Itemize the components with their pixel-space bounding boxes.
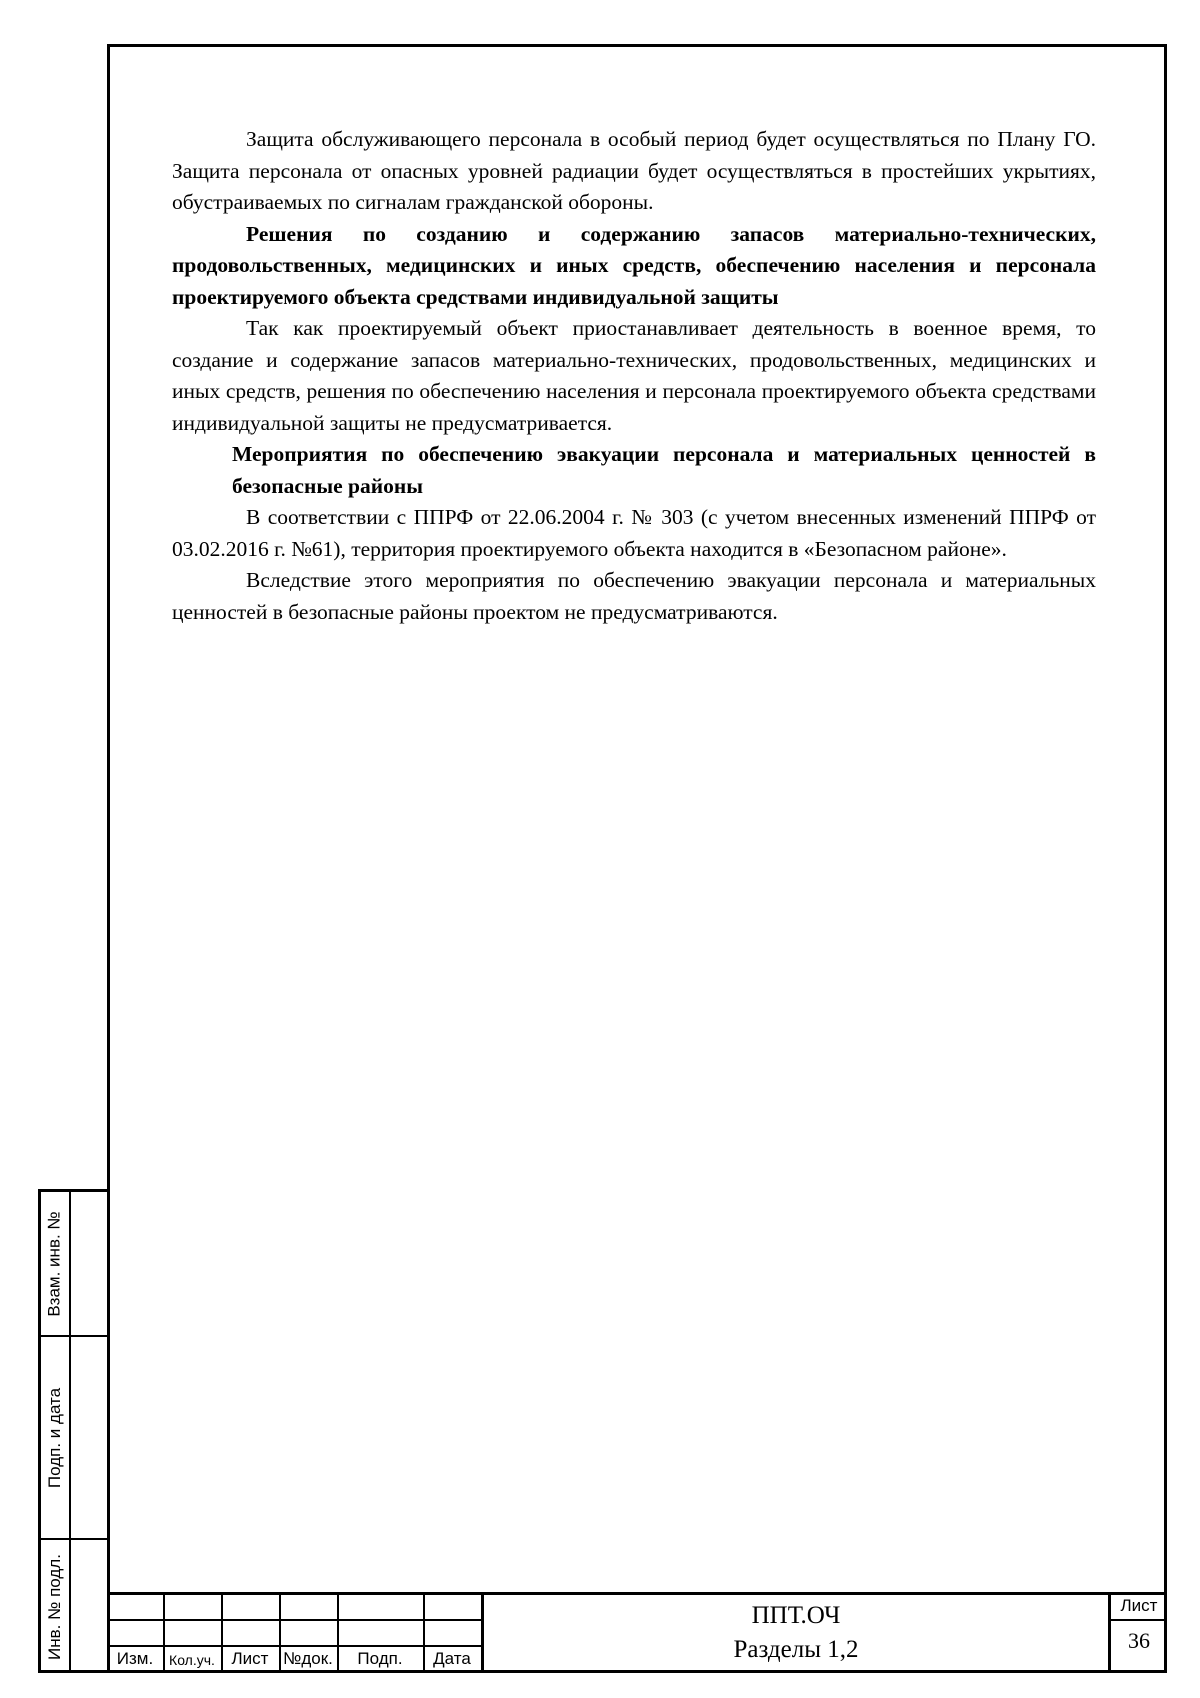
sheet-number: 36 xyxy=(1128,1628,1150,1653)
heading-supplies: Решения по созданию и содержанию запасов материально-технических, продовольственных, медицинских и иных средств, обеспечению населения и персонала проектируемого объекта средствами индивидуальной защиты xyxy=(172,221,1096,309)
side-cell-inv xyxy=(41,1538,107,1673)
side-label-podp-data: Подп. и дата xyxy=(45,1387,65,1488)
paragraph-protection: Защита обслуживающего персонала в особый период будет осуществляться по Плану ГО. Защита персонала от опасных уровней радиации будет осуществляться в простейших укрытиях, обустраиваемых по сигналам гражданской обороны. xyxy=(172,127,1096,214)
col-label-podp: Подп. xyxy=(357,1649,403,1668)
paragraph-regulation: В соответствии с ППРФ от 22.06.2004 г. № 303 (с учетом внесенных изменений ППРФ от 03.02.2016 г. №61), территория проектируемого объекта находится в «Безопасном районе». xyxy=(172,505,1096,561)
col-label-kol-uch: Кол.уч. xyxy=(169,1652,215,1668)
paragraph-supplies: Так как проектируемый объект приостанавливает деятельность в военное время, то создание и содержание запасов материально-технических, продовольственных, медицинских и иных средств, решения по обеспечению населения и персонала проектируемого объекта средствами индивидуальной защиты не предусматривается. xyxy=(172,316,1096,435)
side-label-vzam-inv: Взам. инв. № xyxy=(45,1210,65,1317)
side-stamp xyxy=(38,1189,107,1673)
document-body xyxy=(172,124,1096,628)
col-label-data: Дата xyxy=(433,1649,471,1668)
doc-title: Разделы 1,2 xyxy=(733,1636,859,1663)
heading-evacuation: Мероприятия по обеспечению эвакуации персонала и материальных ценностей в безопасные районы xyxy=(232,442,1096,498)
sheet-label: Лист xyxy=(1120,1596,1158,1615)
side-cell-podp xyxy=(41,1335,107,1538)
title-block xyxy=(107,1592,1167,1673)
doc-code: ППТ.ОЧ xyxy=(751,1602,841,1629)
col-label-list: Лист xyxy=(231,1649,269,1668)
col-label-ndok: №док. xyxy=(283,1649,333,1668)
col-label-izm: Изм. xyxy=(116,1649,154,1668)
paragraph-conclusion: Вследствие этого мероприятия по обеспечению эвакуации персонала и материальных ценностей в безопасные районы проектом не предусматриваются. xyxy=(172,568,1096,624)
side-cell-vzam xyxy=(41,1192,107,1335)
side-label-inv-podl: Инв. № подл. xyxy=(45,1553,64,1660)
